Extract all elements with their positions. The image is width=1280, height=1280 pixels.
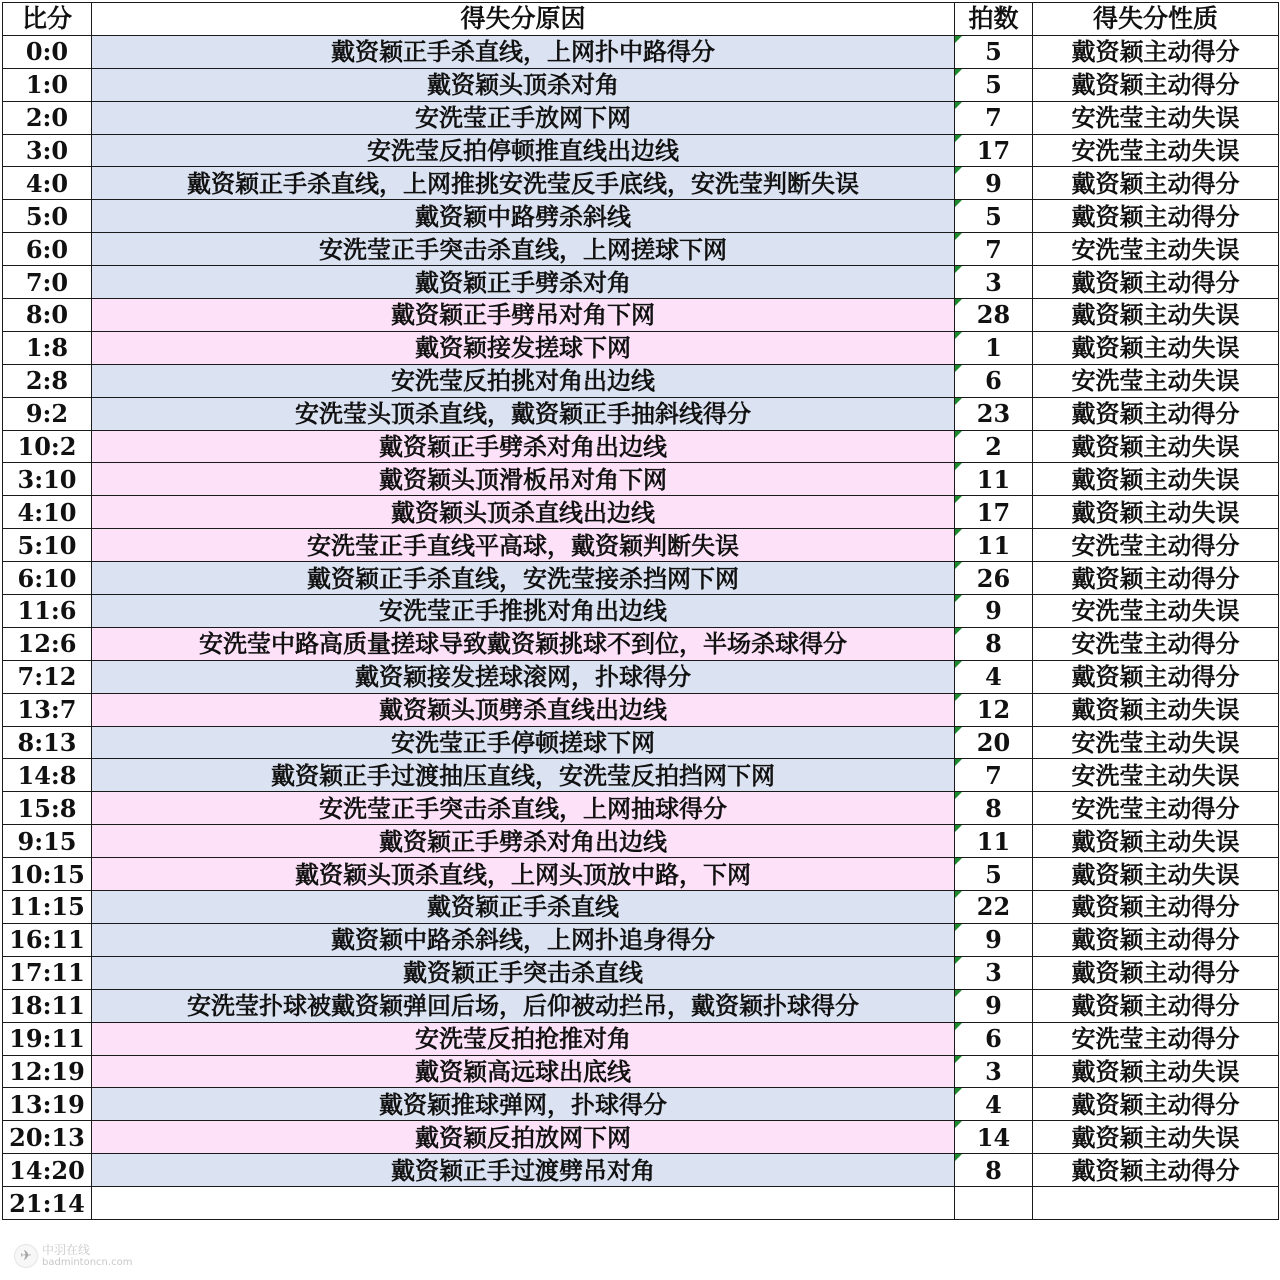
score-cell: 14:8	[3, 759, 92, 792]
rally-count-cell: 7	[955, 759, 1033, 792]
rally-count-cell: 11	[955, 825, 1033, 858]
table-row	[3, 1187, 1279, 1220]
table-row	[3, 463, 1279, 496]
table-row	[3, 989, 1279, 1022]
rally-count-cell: 5	[955, 200, 1033, 233]
score-cell: 12:19	[3, 1055, 92, 1088]
rally-count-cell	[955, 1187, 1033, 1220]
score-cell: 10:15	[3, 858, 92, 891]
point-type-cell: 安洗莹主动失误	[1033, 101, 1279, 134]
reason-cell: 戴资颖正手杀直线，上网推挑安洗莹反手底线，安洗莹判断失误	[92, 167, 955, 200]
point-type-cell: 安洗莹主动失误	[1033, 759, 1279, 792]
score-cell: 3:10	[3, 463, 92, 496]
table-row	[3, 200, 1279, 233]
table-row	[3, 1154, 1279, 1187]
rally-analysis-table	[2, 2, 1279, 1220]
rally-count-cell: 8	[955, 627, 1033, 660]
score-cell: 6:10	[3, 562, 92, 595]
reason-cell: 戴资颖接发搓球滚网，扑球得分	[92, 660, 955, 693]
point-type-cell: 戴资颖主动得分	[1033, 989, 1279, 1022]
reason-cell: 安洗莹中路高质量搓球导致戴资颖挑球不到位，半场杀球得分	[92, 627, 955, 660]
score-cell: 2:8	[3, 364, 92, 397]
point-type-cell: 安洗莹主动失误	[1033, 233, 1279, 266]
rally-count-cell: 17	[955, 496, 1033, 529]
reason-cell: 安洗莹正手突击杀直线，上网抽球得分	[92, 792, 955, 825]
table-row	[3, 759, 1279, 792]
rally-count-cell: 26	[955, 562, 1033, 595]
table-row	[3, 397, 1279, 430]
table-row	[3, 825, 1279, 858]
point-type-cell: 安洗莹主动得分	[1033, 529, 1279, 562]
header-row	[3, 3, 1279, 36]
table-row	[3, 167, 1279, 200]
table-row	[3, 331, 1279, 364]
table-row	[3, 266, 1279, 299]
point-type-cell: 戴资颖主动得分	[1033, 1154, 1279, 1187]
score-cell: 8:0	[3, 299, 92, 332]
rally-count-cell: 8	[955, 792, 1033, 825]
point-type-cell: 戴资颖主动失误	[1033, 496, 1279, 529]
reason-cell: 戴资颖头顶劈杀直线出边线	[92, 693, 955, 726]
point-type-cell: 戴资颖主动得分	[1033, 397, 1279, 430]
rally-count-cell: 11	[955, 463, 1033, 496]
point-type-cell: 安洗莹主动得分	[1033, 627, 1279, 660]
table-row	[3, 792, 1279, 825]
table-row	[3, 430, 1279, 463]
score-cell: 5:0	[3, 200, 92, 233]
table-row	[3, 233, 1279, 266]
point-type-cell: 安洗莹主动失误	[1033, 726, 1279, 759]
table-row	[3, 1022, 1279, 1055]
table-row	[3, 627, 1279, 660]
reason-cell: 安洗莹反拍停顿推直线出边线	[92, 134, 955, 167]
point-type-cell	[1033, 1187, 1279, 1220]
rally-count-cell: 14	[955, 1121, 1033, 1154]
reason-cell: 戴资颖正手劈杀对角	[92, 266, 955, 299]
rally-count-cell: 5	[955, 858, 1033, 891]
table-row	[3, 562, 1279, 595]
point-type-cell: 戴资颖主动得分	[1033, 956, 1279, 989]
reason-cell: 戴资颖正手过渡抽压直线，安洗莹反拍挡网下网	[92, 759, 955, 792]
reason-cell: 安洗莹正手直线平高球，戴资颖判断失误	[92, 529, 955, 562]
score-cell: 13:19	[3, 1088, 92, 1121]
watermark	[14, 1244, 132, 1268]
point-type-cell: 戴资颖主动得分	[1033, 923, 1279, 956]
rally-count-cell: 9	[955, 989, 1033, 1022]
rally-count-cell: 23	[955, 397, 1033, 430]
reason-cell: 戴资颖头顶杀直线出边线	[92, 496, 955, 529]
reason-cell: 戴资颖正手突击杀直线	[92, 956, 955, 989]
score-cell: 1:8	[3, 331, 92, 364]
point-type-cell: 戴资颖主动得分	[1033, 1088, 1279, 1121]
score-cell: 19:11	[3, 1022, 92, 1055]
header-reason: 得失分原因	[92, 3, 955, 36]
point-type-cell: 戴资颖主动失误	[1033, 331, 1279, 364]
rally-count-cell: 9	[955, 923, 1033, 956]
point-type-cell: 戴资颖主动得分	[1033, 35, 1279, 68]
score-cell: 12:6	[3, 627, 92, 660]
point-type-cell: 戴资颖主动失误	[1033, 1055, 1279, 1088]
table-row	[3, 35, 1279, 68]
rally-count-cell: 3	[955, 956, 1033, 989]
table-row	[3, 693, 1279, 726]
shuttlecock-icon: ✈	[14, 1244, 38, 1268]
point-type-cell: 戴资颖主动失误	[1033, 463, 1279, 496]
rally-count-cell: 11	[955, 529, 1033, 562]
table-row	[3, 299, 1279, 332]
reason-cell: 戴资颖正手杀直线，上网扑中路得分	[92, 35, 955, 68]
score-cell: 21:14	[3, 1187, 92, 1220]
reason-cell: 安洗莹正手突击杀直线，上网搓球下网	[92, 233, 955, 266]
reason-cell: 戴资颖高远球出底线	[92, 1055, 955, 1088]
rally-count-cell: 8	[955, 1154, 1033, 1187]
rally-count-cell: 2	[955, 430, 1033, 463]
table-row	[3, 1088, 1279, 1121]
reason-cell: 戴资颖正手劈吊对角下网	[92, 299, 955, 332]
table-row	[3, 364, 1279, 397]
rally-count-cell: 5	[955, 68, 1033, 101]
point-type-cell: 安洗莹主动失误	[1033, 595, 1279, 628]
table-row	[3, 726, 1279, 759]
rally-count-cell: 5	[955, 35, 1033, 68]
table-row	[3, 595, 1279, 628]
reason-cell	[92, 1187, 955, 1220]
reason-cell: 安洗莹反拍挑对角出边线	[92, 364, 955, 397]
point-type-cell: 戴资颖主动失误	[1033, 299, 1279, 332]
score-cell: 20:13	[3, 1121, 92, 1154]
rally-count-cell: 28	[955, 299, 1033, 332]
table-row	[3, 1055, 1279, 1088]
point-type-cell: 戴资颖主动失误	[1033, 693, 1279, 726]
point-type-cell: 戴资颖主动得分	[1033, 562, 1279, 595]
point-type-cell: 戴资颖主动得分	[1033, 266, 1279, 299]
header-score: 比分	[3, 3, 92, 36]
point-type-cell: 戴资颖主动得分	[1033, 200, 1279, 233]
reason-cell: 戴资颖推球弹网，扑球得分	[92, 1088, 955, 1121]
point-type-cell: 安洗莹主动失误	[1033, 364, 1279, 397]
reason-cell: 安洗莹正手停顿搓球下网	[92, 726, 955, 759]
score-cell: 14:20	[3, 1154, 92, 1187]
reason-cell: 戴资颖头顶杀对角	[92, 68, 955, 101]
table-row	[3, 891, 1279, 924]
header-type: 得失分性质	[1033, 3, 1279, 36]
rally-count-cell: 9	[955, 595, 1033, 628]
watermark-cn: 中羽在线	[42, 1243, 91, 1257]
reason-cell: 安洗莹头顶杀直线，戴资颖正手抽斜线得分	[92, 397, 955, 430]
rally-count-cell: 20	[955, 726, 1033, 759]
reason-cell: 戴资颖头顶杀直线，上网头顶放中路，下网	[92, 858, 955, 891]
point-type-cell: 戴资颖主动得分	[1033, 68, 1279, 101]
rally-count-cell: 3	[955, 1055, 1033, 1088]
rally-count-cell: 7	[955, 233, 1033, 266]
reason-cell: 戴资颖接发搓球下网	[92, 331, 955, 364]
score-cell: 4:10	[3, 496, 92, 529]
rally-count-cell: 1	[955, 331, 1033, 364]
score-cell: 0:0	[3, 35, 92, 68]
score-cell: 10:2	[3, 430, 92, 463]
table-row	[3, 660, 1279, 693]
point-type-cell: 戴资颖主动失误	[1033, 825, 1279, 858]
score-cell: 7:12	[3, 660, 92, 693]
rally-count-cell: 6	[955, 1022, 1033, 1055]
reason-cell: 安洗莹正手放网下网	[92, 101, 955, 134]
rally-count-cell: 22	[955, 891, 1033, 924]
reason-cell: 戴资颖中路杀斜线，上网扑追身得分	[92, 923, 955, 956]
score-cell: 6:0	[3, 233, 92, 266]
score-cell: 2:0	[3, 101, 92, 134]
score-cell: 4:0	[3, 167, 92, 200]
table-row	[3, 858, 1279, 891]
reason-cell: 戴资颖正手过渡劈吊对角	[92, 1154, 955, 1187]
reason-cell: 戴资颖正手杀直线	[92, 891, 955, 924]
point-type-cell: 戴资颖主动失误	[1033, 858, 1279, 891]
rally-count-cell: 9	[955, 167, 1033, 200]
score-cell: 11:6	[3, 595, 92, 628]
watermark-url: badmintoncn.com	[42, 1257, 133, 1268]
point-type-cell: 戴资颖主动失误	[1033, 1121, 1279, 1154]
table-row	[3, 1121, 1279, 1154]
score-cell: 18:11	[3, 989, 92, 1022]
score-cell: 7:0	[3, 266, 92, 299]
score-cell: 15:8	[3, 792, 92, 825]
score-cell: 8:13	[3, 726, 92, 759]
reason-cell: 戴资颖反拍放网下网	[92, 1121, 955, 1154]
header-rally: 拍数	[955, 3, 1033, 36]
rally-count-cell: 3	[955, 266, 1033, 299]
score-cell: 5:10	[3, 529, 92, 562]
point-type-cell: 戴资颖主动得分	[1033, 891, 1279, 924]
point-type-cell: 安洗莹主动得分	[1033, 792, 1279, 825]
table-row	[3, 68, 1279, 101]
reason-cell: 戴资颖正手杀直线，安洗莹接杀挡网下网	[92, 562, 955, 595]
score-cell: 11:15	[3, 891, 92, 924]
reason-cell: 戴资颖中路劈杀斜线	[92, 200, 955, 233]
table-row	[3, 529, 1279, 562]
rally-count-cell: 17	[955, 134, 1033, 167]
score-cell: 1:0	[3, 68, 92, 101]
reason-cell: 安洗莹正手推挑对角出边线	[92, 595, 955, 628]
reason-cell: 戴资颖头顶滑板吊对角下网	[92, 463, 955, 496]
reason-cell: 安洗莹反拍抢推对角	[92, 1022, 955, 1055]
rally-count-cell: 6	[955, 364, 1033, 397]
score-cell: 16:11	[3, 923, 92, 956]
table-row	[3, 956, 1279, 989]
rally-count-cell: 4	[955, 1088, 1033, 1121]
point-type-cell: 戴资颖主动失误	[1033, 430, 1279, 463]
table-row	[3, 923, 1279, 956]
point-type-cell: 戴资颖主动得分	[1033, 167, 1279, 200]
score-cell: 9:15	[3, 825, 92, 858]
table-row	[3, 496, 1279, 529]
point-type-cell: 安洗莹主动得分	[1033, 1022, 1279, 1055]
rally-count-cell: 7	[955, 101, 1033, 134]
reason-cell: 戴资颖正手劈杀对角出边线	[92, 430, 955, 463]
score-cell: 3:0	[3, 134, 92, 167]
score-cell: 17:11	[3, 956, 92, 989]
reason-cell: 戴资颖正手劈杀对角出边线	[92, 825, 955, 858]
rally-count-cell: 4	[955, 660, 1033, 693]
reason-cell: 安洗莹扑球被戴资颖弹回后场，后仰被动拦吊，戴资颖扑球得分	[92, 989, 955, 1022]
rally-count-cell: 12	[955, 693, 1033, 726]
point-type-cell: 安洗莹主动失误	[1033, 134, 1279, 167]
table-row	[3, 134, 1279, 167]
point-type-cell: 戴资颖主动得分	[1033, 660, 1279, 693]
table-row	[3, 101, 1279, 134]
score-cell: 9:2	[3, 397, 92, 430]
score-cell: 13:7	[3, 693, 92, 726]
